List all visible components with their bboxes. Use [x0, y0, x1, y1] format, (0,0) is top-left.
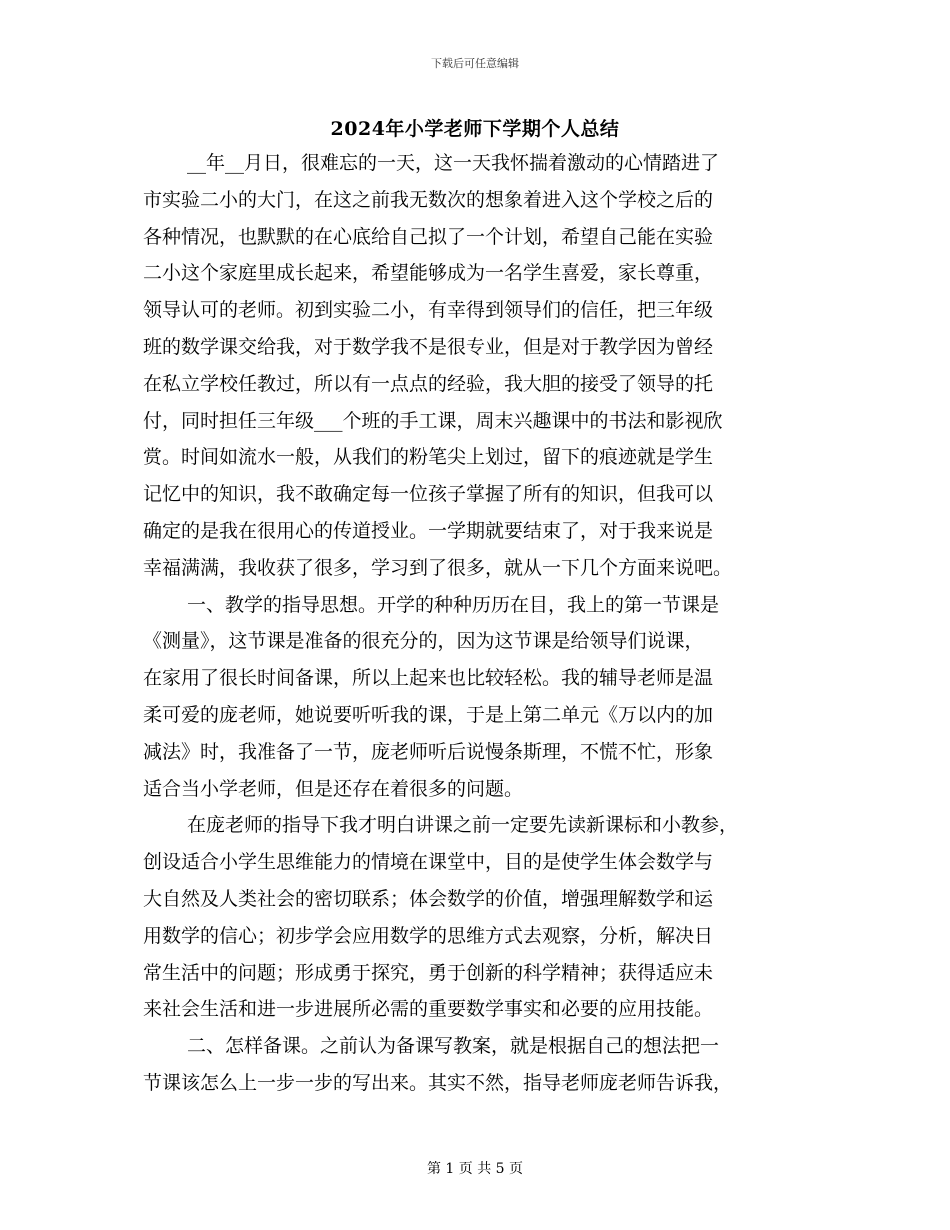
body-line: 减法》时，我准备了一节，庞老师听后说慢条斯理，不慌不忙，形象 [143, 740, 714, 763]
body-line: 赏。时间如流水一般，从我们的粉笔尖上划过，留下的痕迹就是学生 [143, 446, 714, 469]
body-line: 二、怎样备课。之前认为备课写教案，就是根据自己的想法把一 [187, 1035, 720, 1058]
body-line: 柔可爱的庞老师，她说要听听我的课，于是上第二单元《万以内的加 [143, 703, 714, 726]
body-line: 节课该怎么上一步一步的写出来。其实不然，指导老师庞老师告诉我， [143, 1071, 733, 1094]
body-line: 领导认可的老师。初到实验二小，有幸得到领导们的信任，把三年级 [143, 299, 714, 322]
body-line: __年__月日，很难忘的一天，这一天我怀揣着激动的心情踏进了 [187, 152, 720, 174]
body-line: 幸福满满，我收获了很多，学习到了很多，就从一下几个方面来说吧。 [143, 556, 733, 579]
document-body [143, 145, 823, 1102]
body-line: 《测量》，这节课是准备的很充分的，因为这节课是给领导们说课， [143, 630, 704, 653]
body-line: 记忆中的知识，我不敢确定每一位孩子掌握了所有的知识，但我可以 [143, 483, 714, 506]
body-line: 二小这个家庭里成长起来，希望能够成为一名学生喜爱，家长尊重， [143, 262, 714, 285]
body-line: 适合当小学老师，但是还存在着很多的问题。 [143, 777, 524, 800]
page-number: 第 1 页 共 5 页 [426, 1161, 524, 1177]
body-line: 大自然及人类社会的密切联系；体会数学的价值，增强理解数学和运 [143, 887, 714, 910]
body-line: 各种情况，也默默的在心底给自己拟了一个计划，希望自己能在实验 [143, 225, 714, 248]
body-line: 付，同时担任三年级___个班的手工课，周末兴趣课中的书法和影视欣 [143, 409, 723, 432]
header-note: 下载后可任意编辑 [431, 57, 519, 70]
body-line: 来社会生活和进一步进展所必需的重要数学事实和必要的应用技能。 [143, 998, 714, 1021]
body-line: 在私立学校任教过，所以有一点点的经验，我大胆的接受了领导的托 [143, 372, 714, 395]
body-line: 确定的是我在很用心的传道授业。一学期就要结束了，对于我来说是 [143, 519, 714, 542]
body-line: 班的数学课交给我，对于数学我不是很专业，但是对于教学因为曾经 [143, 335, 714, 358]
body-line: 常生活中的问题；形成勇于探究，勇于创新的科学精神；获得适应未 [143, 961, 714, 984]
body-line: 用数学的信心；初步学会应用数学的思维方式去观察，分析，解决日 [143, 924, 714, 947]
body-line: 市实验二小的大门，在这之前我无数次的想象着进入这个学校之后的 [143, 188, 714, 211]
body-line: 在家用了很长时间备课，所以上起来也比较轻松。我的辅导老师是温 [143, 667, 714, 690]
document-title: 2024年小学老师下学期个人总结 [330, 118, 620, 140]
body-line: 在庞老师的指导下我才明白讲课之前一定要先读新课标和小教参， [187, 814, 739, 837]
body-line: 创设适合小学生思维能力的情境在课堂中，目的是使学生体会数学与 [143, 851, 714, 874]
body-line: 一、教学的指导思想。开学的种种历历在目，我上的第一节课是 [187, 593, 720, 616]
